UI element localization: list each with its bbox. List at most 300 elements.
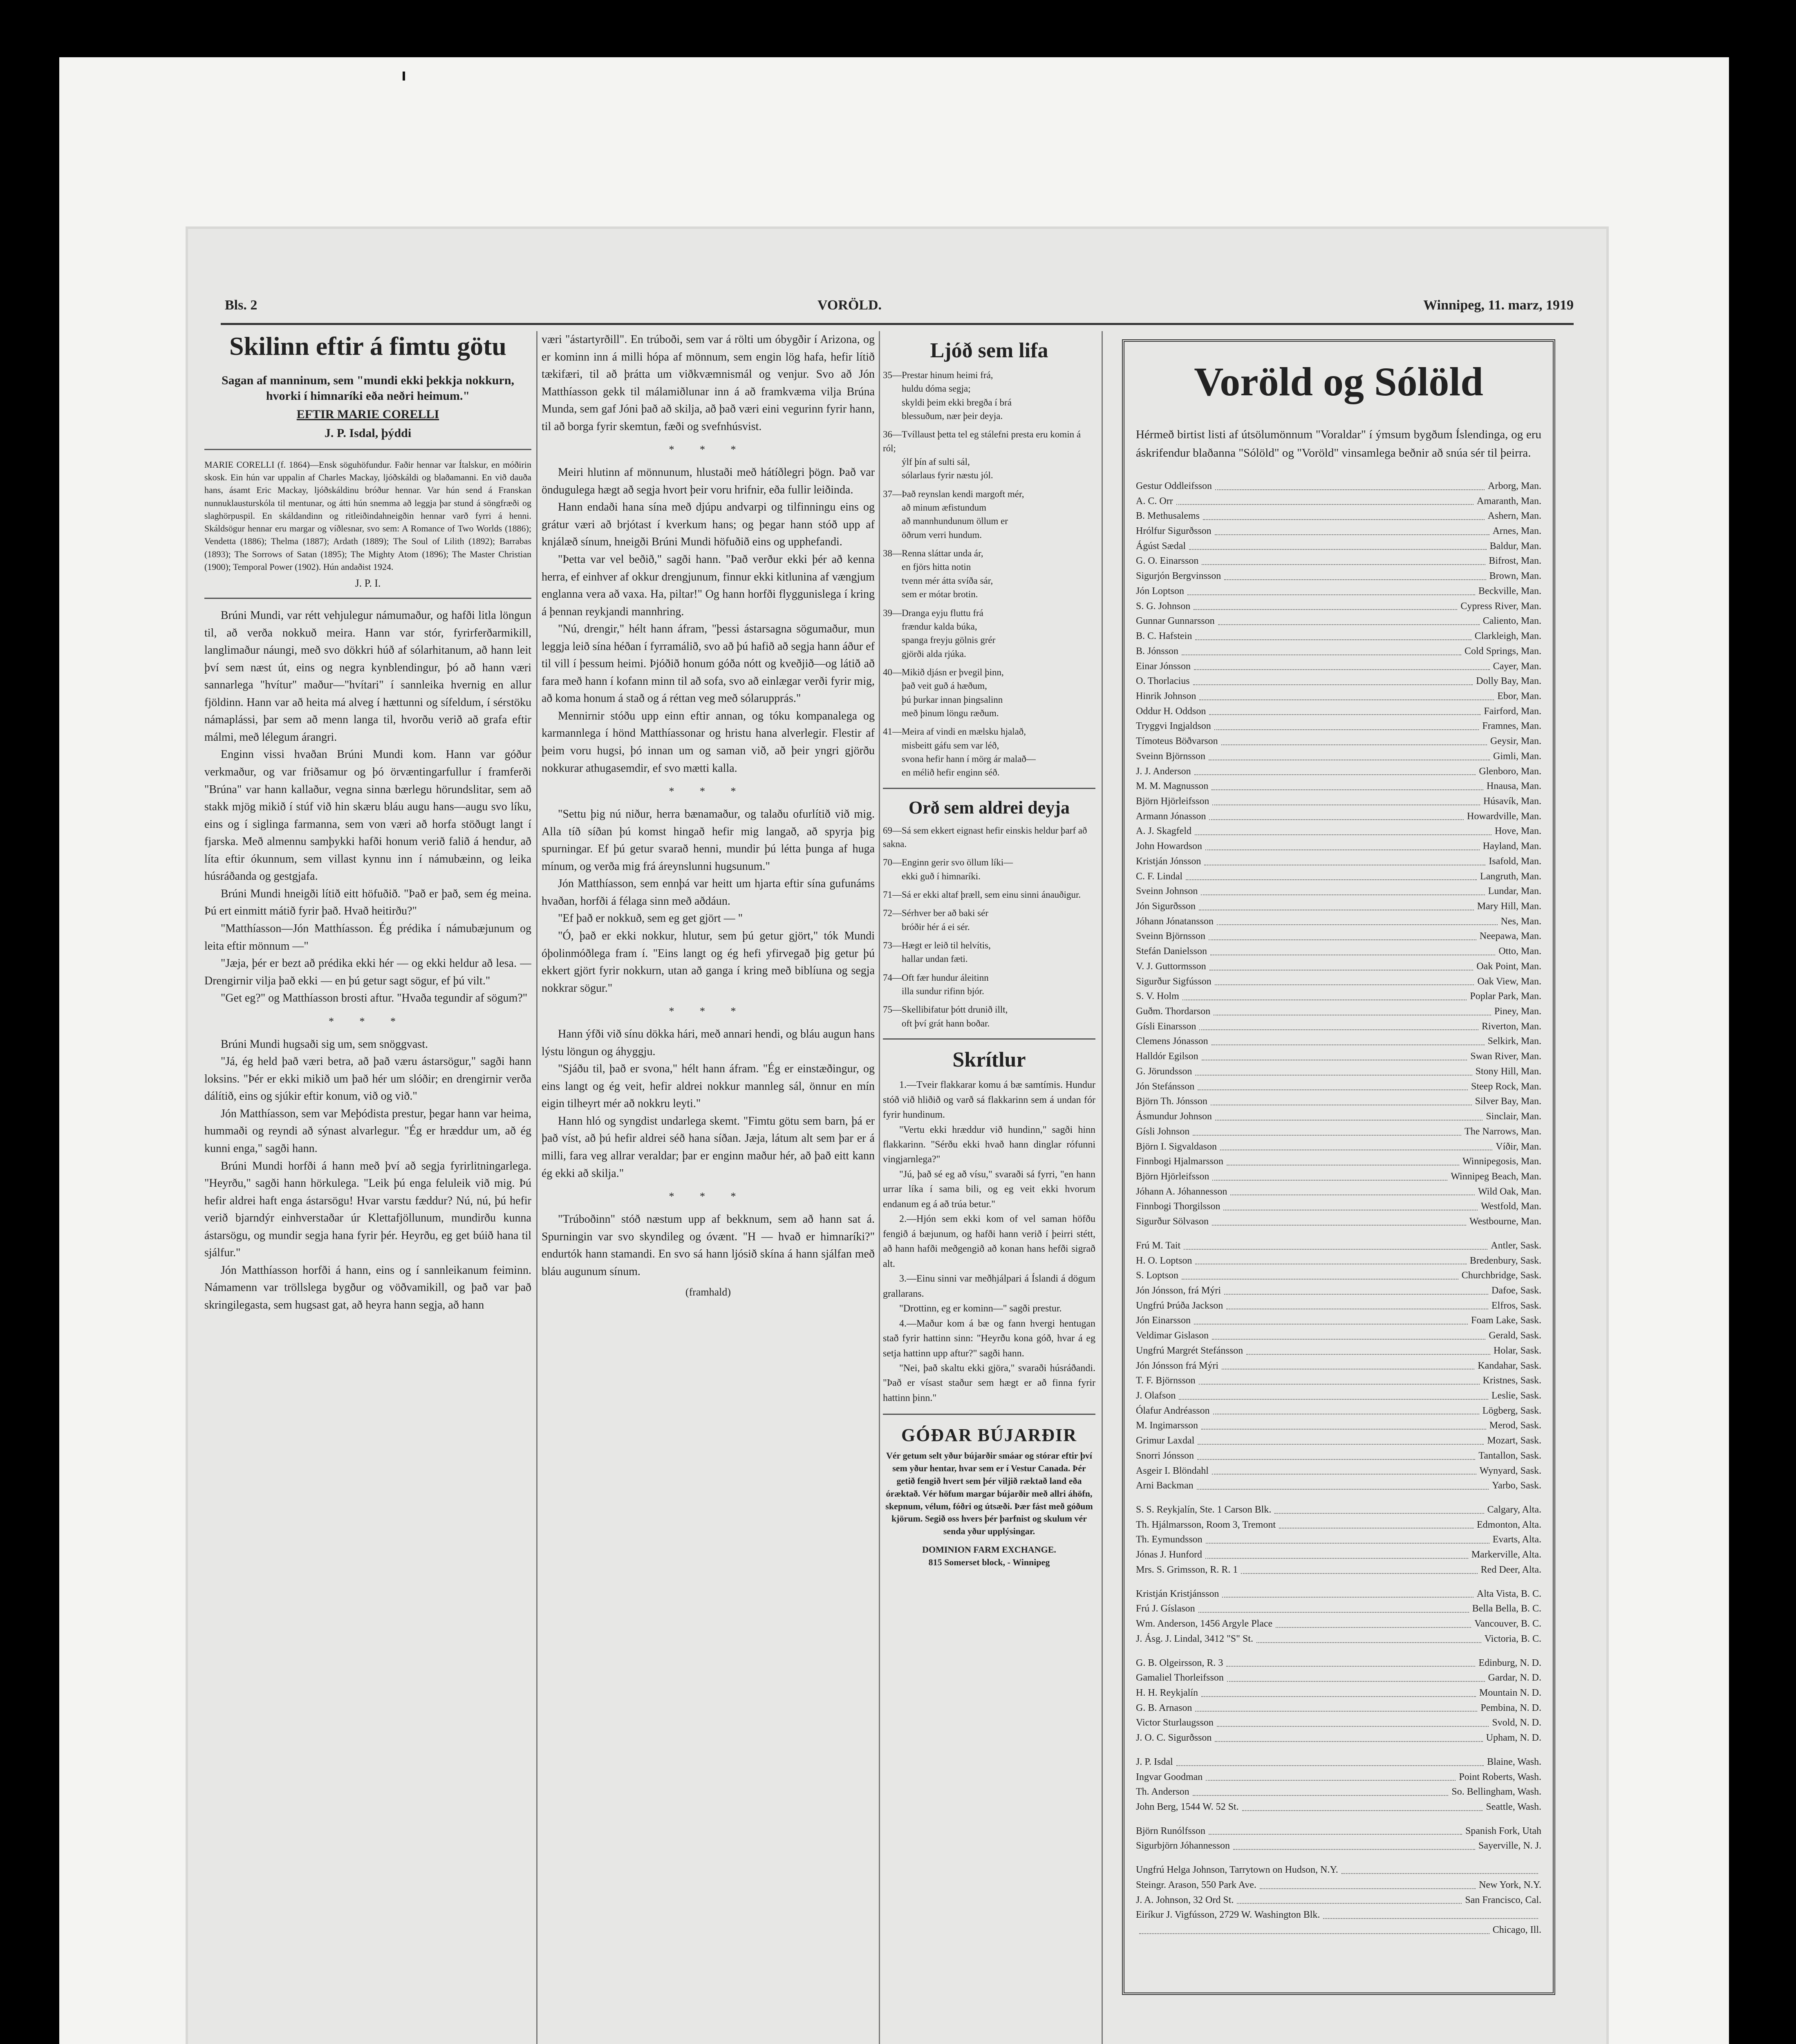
verse-line [883,939,1095,952]
verse-text: Renna sláttar unda ár, [902,548,983,559]
agent-name: S. S. Reykjalín, Ste. 1 Carson Blk. [1136,1504,1272,1515]
leader-dots [1197,1448,1475,1460]
leader-dots [1260,1878,1476,1889]
agent-location: Lögberg, Sask. [1482,1405,1541,1416]
agent-name: Björn Th. Jónsson [1136,1096,1207,1107]
leader-dots [1226,1656,1475,1667]
agent-row [1136,1601,1541,1616]
leader-dots [1214,719,1479,730]
agent-name: Ólafur Andréasson [1136,1405,1210,1416]
leader-dots [1212,1034,1485,1045]
agent-row [1136,1268,1541,1283]
agent-name: Frú M. Tait [1136,1240,1181,1251]
leader-dots [1182,1268,1458,1280]
agent-row [1136,1616,1541,1632]
verse-line [883,984,1095,998]
agent-location: Gimli, Man. [1493,751,1541,762]
leader-dots [1323,1907,1538,1919]
continued-note: (framhald) [685,1286,731,1298]
agent-location: Chicago, Ill. [1492,1925,1541,1935]
newspaper-page [188,229,1606,2044]
agent-location: Mozart, Sask. [1487,1435,1541,1446]
agent-location: Caliento, Man. [1482,616,1541,627]
film-speck [403,72,405,81]
group-gap [1136,1229,1541,1238]
joke-paragraph: 4.—Maður kom á bæ og fann hvergi hentugan stað fyrir hattinn sinn: "Heyrðu kona góð, hvar á eg setja hattinn upp aftur?" sagði hann. [883,1318,1095,1359]
agent-name: T. F. Björnsson [1136,1375,1196,1386]
agent-row [1136,1532,1541,1547]
story-paragraph: "Þetta var vel beðið," sagði hann. "Það verður ekki þér að kenna herra, ef einhver af okkur drengjunum, finnur ekki kitlunina af vængjum englanna vera að vaxa. Ha, piltar!" Og hann horfði flyggunislega í kring á þennan reykjandi mannhring. [542,553,875,618]
agent-row [1136,1418,1541,1433]
agent-name: B. C. Hafstein [1136,631,1192,642]
story-subtitle: Sagan af manninum, sem "mundi ekki þekkja nokkurn, hvorki í himnaríki eða neðri heimum." [221,374,515,403]
agent-name: S. Loptson [1136,1270,1179,1281]
agent-location: Cold Springs, Man. [1464,645,1541,657]
group-gap [1136,1853,1541,1862]
agent-row [1136,644,1541,659]
leader-dots [1179,1388,1488,1400]
agent-row [1136,914,1541,929]
agent-location: Victoria, B. C. [1484,1633,1541,1644]
verse-text: blessuðum, nær þeir deyja. [902,411,1003,421]
verse-text: það veit guð á hæðum, [902,681,987,691]
agent-row [1136,1313,1541,1328]
leader-dots [1233,1838,1475,1850]
agent-location: Clarkleigh, Man. [1474,631,1541,642]
leader-dots [1341,1862,1538,1874]
agent-name: Snorri Jónsson [1136,1450,1194,1461]
agent-location: Hove, Man. [1495,826,1541,837]
verse-text: oft því grát hann boðar. [902,1018,990,1029]
agent-location: Holar, Sask. [1493,1345,1541,1356]
agent-location: Svold, N. D. [1492,1717,1541,1728]
verse-line [883,487,1095,501]
agent-row [1136,1403,1541,1419]
agent-name: Th. Eymundsson [1136,1534,1203,1545]
verse-line [883,870,1095,883]
leader-dots [1195,1701,1477,1712]
verse-item [883,368,1095,423]
verse-number: 35— [883,370,902,380]
leader-dots [1221,734,1487,745]
agent-location: Alta Vista, B. C. [1476,1588,1541,1599]
story-paragraph: Brúni Mundi, var rétt vehjulegur námumaður, og hafði litla löngun til, að verða nokkuð meira. Hann var stór, fyrirferðarmikill, langlimaður náungi, með svo dökkri húð af sólarhitanum, að hann leit því sem næst út, eins og negra kynblendingur, þó að hann væri sannarlega "hvítur" maður—"hvítari" í sannleika hvernig en allur fjöldinn. Hann var að heita má alveg í hættunni og sífeldum, í sérstöku námaplássi, þar sem að menn langa til, hvorðu verið að grafa eftir málmi, með lélegum árangri. [204,609,531,744]
leader-dots [1212,1214,1466,1226]
joke-paragraph: 3.—Einu sinni var meðhjálpari á Íslandi á dögum grallarans. [883,1273,1095,1299]
agent-location: Langruth, Man. [1480,871,1541,882]
group-gap [1136,1746,1541,1755]
agent-name: J. J. Anderson [1136,766,1191,777]
leader-dots [1205,839,1480,850]
agent-location: Upham, N. D. [1486,1732,1541,1744]
verse-item [883,725,1095,779]
verse-text: misbeitt gáfu sem var léð, [902,740,999,751]
agent-location: Hnausa, Man. [1487,781,1541,792]
agent-name: Björn Hjörleifsson [1136,796,1209,807]
story-paragraph: "Nú, drengir," hélt hann áfram, "þessi ástarsagna sögumaður, mun leggja leið sína héðan í fyrramálið, svo að þú hafið að segja hann áður ef til vill í þessum heimi. Þjóðið honum góða nótt og kveðjið—og látið að fara með hann í kofann minn til að sofa, svo að einlægar verði fyrir mig, að koma honum á stað og á réttan veg með sólarupprás." [542,623,875,705]
column-rule [879,331,880,2044]
divider [883,1038,1095,1040]
verse-line [883,679,1095,693]
agent-row [1136,1328,1541,1343]
agent-name: Sveinn Björnsson [1136,931,1206,942]
agent-name: Jón Jónsson, frá Mýri [1136,1285,1221,1296]
agent-location: Churchbridge, Sask. [1461,1270,1541,1281]
verse-number: 70— [883,857,902,868]
agent-name: H. H. Reykjalín [1136,1687,1198,1698]
leader-dots [1199,1373,1480,1385]
leader-dots [1217,1715,1489,1727]
joke-paragraph: "Drottinn, eg er kominn—" sagði prestur. [899,1303,1062,1314]
agent-row [1136,1094,1541,1109]
story-translator: J. P. Isdal, þýddi [324,426,412,440]
agent-name: Björn Hjörleifsson [1136,1171,1209,1182]
verse-number: 36— [883,429,902,440]
verse-line [883,468,1095,482]
agent-location: Spanish Fork, Utah [1465,1825,1541,1836]
agent-location: Glenboro, Man. [1479,766,1541,777]
leader-dots [1241,1562,1477,1574]
verse-item [883,971,1095,998]
column-rule [536,331,537,2044]
agent-row [1136,1784,1541,1800]
agent-row [1136,1824,1541,1839]
story-paragraph: "Matthíasson—Jón Matthíasson. Ég prédika í námubæjunum og leita eftir mönnum —" [204,922,531,953]
agent-location: Kandahar, Sask. [1478,1360,1541,1371]
agent-name: Ásmundur Johnson [1136,1111,1212,1122]
agent-name: Tímoteus Böðvarson [1136,736,1218,747]
agent-location: Beckville, Man. [1478,585,1541,596]
agent-name: John Berg, 1544 W. 52 St. [1136,1801,1239,1812]
agent-location: Vancouver, B. C. [1474,1618,1541,1629]
story-paragraph: Jón Matthíasson horfði á hann, eins og í sannleikanum feiminn. Námamenn var tröllslega bygður og vöðvamikill, og það var það skringilegasta, sem hugsast gat, að heyra hann segja, að hann [204,1264,531,1311]
roster-column [1110,331,1572,2044]
agent-row [1136,1433,1541,1448]
agent-location: Seattle, Wash. [1486,1801,1541,1812]
agent-name: S. G. Johnson [1136,601,1191,612]
agent-row [1136,1169,1541,1184]
sayings-heading: Orð sem aldrei deyja [909,797,1070,818]
ad-body: Vér getum selt yður bújarðir smáar og stórar eftir því sem yður hentar, hvar sem er í Vestur Canada. Þér getið fengið hvert sem þér viljið ræktað land eða óræktað. Vér höfum margar bújarðir með allri áhöfn, skepnum, vélum, fóðri og útsæði. Þær fást með góðum kjörum. Segið oss hvers þér þarfnist og skulum vér senda yður upplýsingar. [885,1450,1093,1537]
joke-paragraph: "Nei, það skaltu ekki gjöra," svaraði húsráðandi. "Það er vísast staður sem hægt er að finna fyrir hattinn þinn." [883,1363,1095,1403]
leader-dots [1279,1517,1474,1529]
verse-text: Sá er ekki altaf þræll, sem einu sinni ánauðigur. [902,890,1081,900]
verse-line [883,920,1095,934]
agent-name: S. V. Holm [1136,991,1179,1002]
agent-location: Framnes, Man. [1482,721,1541,732]
divider [883,788,1095,789]
agent-location: Point Roberts, Wash. [1459,1771,1541,1782]
story-paragraph: "Ef það er nokkuð, sem eg get gjört — " [558,912,743,925]
agent-location: Cypress River, Man. [1460,601,1541,612]
agent-name: Ágúst Sædal [1136,540,1186,551]
agent-name: Guðm. Thordarson [1136,1006,1211,1017]
agent-name: V. J. Guttormsson [1136,961,1206,972]
verse-item [883,428,1095,482]
agent-row [1136,1388,1541,1403]
agent-location: Wynyard, Sask. [1479,1465,1541,1476]
agent-name: Th. Hjálmarsson, Room 3, Tremont [1136,1519,1276,1530]
verse-text: Enginn gerir svo öllum líki— [902,857,1013,868]
agent-name: Th. Anderson [1136,1786,1189,1797]
divider [204,449,531,450]
agent-name: Wm. Anderson, 1456 Argyle Place [1136,1618,1273,1629]
leader-dots [1198,1601,1469,1613]
agent-location: Edinburg, N. D. [1478,1657,1541,1668]
agent-row [1136,1034,1541,1049]
leader-dots [1206,1532,1489,1544]
agent-name: Ingvar Goodman [1136,1771,1203,1782]
agent-name: Jón Loptson [1136,585,1185,596]
agent-row [1136,1800,1541,1815]
agent-row [1136,1184,1541,1199]
verse-line [883,666,1095,679]
agent-name: Jón Einarsson [1136,1315,1191,1326]
verse-item [883,666,1095,720]
agent-row [1136,1838,1541,1853]
verse-text: Sérhver ber að baki sér [902,908,989,919]
agent-location: Húsavík, Man. [1483,796,1541,807]
story-paragraph: Mennirnir stóðu upp einn eftir annan, og tóku kompanalega og karmannlega í hönd Matthíassonar og hristu hana alverlegir. Flestir af þeim voru hugsi, þó innan um og saman við, að þeir yngri gjörðu nokkurar athugasemdir, ef svo mætti kalla. [542,709,875,775]
leader-dots [1212,779,1483,790]
joke-paragraph: 1.—Tveir flakkarar komu á bæ samtímis. Hundur stóð við hliðið og varð sá flakkarinn sem á undan fór fyrir hundinum. [883,1080,1095,1121]
section-break: * * * [329,1015,407,1027]
agent-row [1136,479,1541,494]
agent-row [1136,1907,1541,1923]
leader-dots [1201,1418,1486,1430]
story-paragraph: Meiri hlutinn af mönnunum, hlustaði með hátíðlegri þögn. Það var öndugulega hægt að segja hvort þeir voru hrifnir, eða fullir leiðinda. [542,466,875,496]
agent-location: Isafold, Man. [1489,856,1541,867]
agent-name: B. Methusalems [1136,511,1200,522]
leader-dots [1256,1632,1481,1643]
leader-dots [1276,1616,1471,1628]
agent-name: Jón Stefánsson [1136,1081,1195,1092]
agent-location: Hayland, Man. [1482,841,1541,852]
story-paragraph: "Trúboðinn" stóð næstum upp af bekknum, sem að hann sat á. Spurningin var svo skyndileg og óvænt. "H — hvað er himnaríki?" endurtók hann stamandi. En svo sá hann ljósið skína á hann sjálfan með bláu augunum sínum. [542,1213,875,1278]
agent-row [1136,509,1541,524]
agent-row [1136,1685,1541,1701]
agent-location: Silver Bay, Man. [1475,1096,1541,1107]
verse-text: Mikið djásn er þvegil þinn, [902,667,1004,677]
leader-dots [1195,824,1491,835]
agent-row [1136,989,1541,1004]
agent-name: Björn Runólfsson [1136,1825,1206,1836]
agent-location: Calgary, Alta. [1487,1504,1541,1515]
agent-row [1136,959,1541,974]
agent-location: Evarts, Alta. [1492,1534,1541,1545]
agent-location: Baldur, Man. [1489,540,1541,551]
ad-company: DOMINION FARM EXCHANGE. [922,1544,1056,1555]
agent-name: Sigurbjörn Jóhannesson [1136,1840,1230,1851]
verse-item [883,856,1095,883]
jokes-list [883,1078,1095,1405]
agent-row [1136,974,1541,989]
leader-dots [1194,764,1476,775]
group-gap [1136,1815,1541,1824]
agents-list [1136,479,1541,1938]
agent-location: Elfros, Sask. [1491,1300,1541,1311]
leader-dots [1218,614,1480,625]
agent-location: Blaine, Wash. [1487,1756,1541,1767]
verse-line [883,1017,1095,1030]
agent-row [1136,1923,1541,1938]
agent-location: Víðir, Man. [1496,1141,1541,1152]
leader-dots [1176,1755,1484,1766]
agent-row [1136,944,1541,959]
agent-row [1136,569,1541,584]
agent-location: Howardville, Man. [1467,811,1541,822]
leader-dots [1198,1433,1484,1445]
agent-location: Swan River, Man. [1470,1051,1541,1062]
agent-row [1136,1502,1541,1517]
agent-row [1136,1517,1541,1533]
agent-row [1136,1587,1541,1602]
agent-row [1136,1139,1541,1154]
verse-text: Meira af vindi en mælsku hjalað, [902,726,1026,737]
agent-row [1136,1238,1541,1253]
masthead-name: VORÖLD. [817,298,882,313]
agent-row [1136,824,1541,839]
verse-item [883,547,1095,601]
poems-heading: Ljóð sem lifa [930,339,1048,362]
agent-location: Ebor, Man. [1497,690,1541,702]
verse-line [883,706,1095,720]
agent-name: A. C. Orr [1136,495,1173,507]
agent-name: B. Jónsson [1136,645,1179,657]
agent-location: Bifrost, Man. [1489,556,1541,567]
agent-row [1136,1770,1541,1785]
verse-item [883,1003,1095,1030]
leader-dots [1195,629,1471,640]
verse-number: 72— [883,908,902,919]
agent-location: Gerald, Sask. [1489,1330,1541,1341]
leader-dots [1274,1502,1484,1514]
agent-location: Stony Hill, Man. [1475,1066,1541,1077]
column-rule [1102,331,1103,2044]
verse-item [883,939,1095,966]
divider [883,1414,1095,1415]
verse-line [883,971,1095,984]
agent-row [1136,1214,1541,1229]
agent-location: Leslie, Sask. [1491,1390,1541,1401]
verse-text: en mélið hefir enginn séð. [902,767,1000,778]
agent-location: Arnes, Man. [1492,526,1541,537]
agent-name: J. O. C. Sigurðsson [1136,1732,1212,1744]
agent-name: C. F. Lindal [1136,871,1183,882]
leader-dots [1226,1298,1488,1310]
divider [204,598,531,599]
leader-dots [1189,539,1487,550]
leader-dots [1202,1049,1467,1060]
story-paragraph: "Sjáðu til, það er svona," hélt hann áfram. "Ég er einstæðingur, og eins langt og ég veit, hefir aldrei nokkur mannleg sál, önnur en mín eigin tilheyrt mér að nokkru leyti." [542,1062,875,1110]
agent-name: Asgeir I. Blöndahl [1136,1465,1209,1476]
agent-name: Clemens Jónasson [1136,1036,1208,1047]
agent-name: J. A. Johnson, 32 Ord St. [1136,1894,1234,1905]
story-column-1 [204,331,531,2044]
verse-line [883,428,1095,455]
verse-line [883,620,1095,633]
agent-location: Lundar, Man. [1488,886,1541,897]
agent-name: Ungfrú Margrét Stefánsson [1136,1345,1243,1356]
verse-line [883,528,1095,542]
verse-text: spanga freyju gölnis grér [902,635,996,645]
verse-line [883,906,1095,920]
agent-name: G. B. Olgeirsson, R. 3 [1136,1657,1223,1668]
verse-item [883,906,1095,934]
agent-name: Halldór Egilson [1136,1051,1198,1062]
agent-location: Winnipeg Beach, Man. [1451,1171,1541,1182]
leader-dots [1187,584,1475,595]
verse-line [883,647,1095,661]
agent-row [1136,1298,1541,1313]
agent-row [1136,1562,1541,1578]
agent-row [1136,719,1541,734]
verse-list [883,368,1095,780]
verse-line [883,382,1095,395]
verse-line [883,693,1095,706]
agent-location: Oak View, Man. [1477,976,1541,987]
agent-location: Sinclair, Man. [1486,1111,1541,1122]
agent-name: Steingr. Arason, 550 Park Ave. [1136,1879,1256,1890]
verse-number: 39— [883,607,902,618]
story-paragraph: Brúni Mundi hugsaði sig um, sem snöggvast. [221,1038,428,1051]
agent-location: Antler, Sask. [1491,1240,1541,1251]
section-break: * * * [669,1190,748,1203]
verse-text: Dranga eyju fluttu frá [902,607,983,618]
agent-row [1136,1464,1541,1479]
agent-name: Oddur H. Oddson [1136,706,1206,717]
leader-dots [1176,494,1474,505]
agent-row [1136,1124,1541,1139]
group-gap [1136,1647,1541,1656]
agent-row [1136,1004,1541,1019]
verse-line [883,587,1095,601]
agent-location: Bella Bella, B. C. [1472,1603,1541,1614]
group-gap [1136,1578,1541,1587]
leader-dots [1237,1893,1462,1904]
agent-location: Tantallon, Sask. [1478,1450,1541,1461]
agent-row [1136,1109,1541,1124]
agent-location: Ashern, Man. [1487,511,1541,522]
agent-location: Wild Oak, Man. [1478,1186,1541,1197]
verse-text: Skellibifatur þótt drunið illt, [902,1004,1008,1015]
agent-name: Gestur Oddleifsson [1136,480,1212,491]
verse-line [883,952,1095,966]
poems-column [883,331,1095,2044]
agent-row [1136,869,1541,884]
verse-text: Sá sem ekkert eignast hefir einskis heldur þarf að sakna. [883,825,1087,849]
story-paragraph: Hann hló og syngdist undarlega skemt. "Fimtu götu sem barn, þá er það víst, að þú hefir aldrei séð hana síðan. Jæja, látum alt sem þar er á milli, fara veg allrar veraldar; þar er enginn maður hér, að það eitt kann ég ekki að skilja." [542,1114,875,1180]
agent-name: Sigurður Sigfússon [1136,976,1212,987]
verse-text: gjörði alda rjúka. [902,648,966,659]
story-paragraph: Brúni Mundi hneigði lítið eitt höfuðið. "Það er það, sem ég meina. Þú ert einmitt mátið fyrir það. Hvað heitirðu?" [204,887,531,918]
agent-name: M. Ingimarsson [1136,1420,1198,1431]
leader-dots [1215,1109,1482,1121]
leader-dots [1222,1587,1474,1598]
verse-text: Hægt er leið til helvítis, [902,940,991,951]
agent-name: Jóhann A. Jóhannesson [1136,1186,1227,1197]
agent-row [1136,1154,1541,1169]
leader-dots [1215,524,1489,535]
agent-row [1136,1049,1541,1064]
leader-dots [1199,899,1474,910]
verse-line [883,633,1095,647]
leader-dots [1139,1923,1489,1934]
verse-number: 41— [883,726,902,737]
verse-number: 69— [883,825,902,836]
section-break: * * * [669,785,748,798]
verse-number: 38— [883,548,902,559]
